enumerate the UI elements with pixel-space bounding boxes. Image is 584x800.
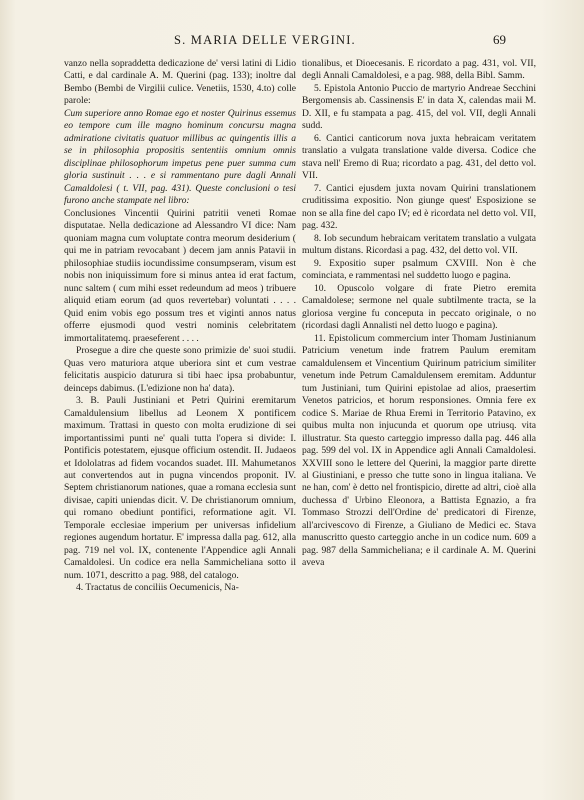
paragraph: Prosegue a dire che queste sono primizie de' suoi studii. Quas vero maturiora atque uberiora sint et cum vestrae felicitatis auspicio daturura si tibi haec ipsa probabuntur, deinceps dabimus. (L'edizione non ha' data). [64, 345, 296, 394]
bibliography-entry-7: 7. Cantici ejusdem juxta novam Quirini translationem cruditissima expositio. Non giunge quest' Esposizione se non se alla fine del capo IV; ed è ricordata nel detto vol. VII, pag. 432. [302, 182, 536, 232]
bibliography-entry-9: 9. Expositio super psalmum CXVIII. Non è che cominciata, e rammentasi nel suddetto luogo e pagina. [302, 257, 536, 282]
bibliography-entry-11: 11. Epistolicum commercium inter Thomam Justinianum Patricium venetum inde fratrem Paulum eremitam camaldulensem et Vincentium Quirinum patricium similiter venetum inde Petrum Camaldulensem eremitam. Adduntur tum Justiniani, tum Quirini epistolae ad alios, praesertim Venetos patricios, et horum responsiones. Omnia fere ex codice S. Mariae de Rhua Eremi in Territorio Patavino, ex quibus multa non injucunda et quorum ope utriusq. vita illustratur. Sta questo carteggio impresso dalla pag. 446 alla pag. 599 del vol. IX in Appendice agli Annali Camaldolesi. XXVIII sono le lettere del Querini, la maggior parte dirette al Giustiniani, e presso che tutte sono in lingua italiana. Ve ne han, com' è detto nel frontispicio, dirette ad altri, cioè alla duchessa d' Urbino Eleonora, a Battista Egnazio, a fra Tommaso Strozzi dell'Ordine de' predicatori di Firenze, all'arcivescovo di Firenze, a Giuliano de Medici ec. Stava manuscritto questo carteggio anche in un codice num. 609 a pag. 987 della Sammicheliana; e il cardinale A. M. Querini aveva [302, 332, 536, 569]
page-header [160, 32, 506, 49]
bibliography-entry-3: 3. B. Pauli Justiniani et Petri Quirini eremitarum Camaldulensium libellus ad Leonem X pontificem maximum. Trattasi in questo con molta erudizione di sei importantissimi punti ne' quali tutta l'opera si divide: I. Pontificis potestatem, ejusque officium ostendit. II. Judaeos et Idololatras ad fidem vocandos suadet. III. Mahumetanos aut convertendos aut in pugna vincendos proponit. IV. Septem christianorum nationes, quae a romana ecclesia sunt divisae, capiti uniendas dicit. V. De christianorum omnium, qui romano obediunt pontifici, reformatione agit. VI. Temporale ecclesiae imperium per universas infidelium regiones augendum hortatur. E' impressa dalla pag. 612, alla pag. 719 nel vol. IX, contenente l'Appendice agli Annali Camaldolesi. Un codice era nella Sammicheliana sotto il num. 1071, descritto a pag. 988, del catalogo. [64, 395, 296, 581]
paragraph: vanzo nella sopraddetta dedicazione de' versi latini di Lidio Catti, e dal cardinale A. M. Querini (pag. 133); inoltre dal Bembo (Bembi de Virgilii culice. Venetiis, 1530, 4.to) colle parole: [64, 58, 296, 107]
right-text-column [302, 58, 536, 570]
bibliography-entry-4: 4. Tractatus de conciliis Oecumenicis, Na- [76, 582, 239, 594]
paragraph: Conclusiones Vincentii Quirini patritii veneti Romae disputatae. Nella dedicazione ad Alessandro VI dice: Nam quoniam magna cum voluptate contra meorum desiderium ( qui me in patriam revocabant ) decem jam annis Patavii in philosophiae studiis iocundissime consumpseram, visum est nobis non iniquissimum fore si minus antea id erat factum, nunc saltem ( cum mihi esset redeundum ad meos ) tribuere aliquid etiam eorum (ad quos revertebar) voluntati . . . . Quid enim vobis ego possum tres et viginti annos natus offerre ejusmodi quod vestri nominis celebritatem immortalitatemq. praeseferent . . . . [64, 207, 296, 344]
bibliography-entry-6: 6. Cantici canticorum nova juxta hebraicam veritatem translatio a vulgata translatione valde diversa. Codice che stava nell' Eremo di Rua; ricordato a pag. 431, del detto vol. VII. [302, 132, 536, 182]
page-number: 69 [493, 32, 506, 47]
bibliography-entry-8: 8. Iob secundum hebraicam veritatem translatio a vulgata multum distans. Ricordasi a pag. 432, del detto vol. VII. [302, 232, 536, 257]
running-title: S. MARIA DELLE VERGINI. [174, 33, 356, 47]
bibliography-entry-10: 10. Opuscolo volgare di frate Pietro eremita Camaldolese; sermone nel quale subtilmente tracta, se la gloriosa vergine fu conceputa in peccato originale, o no (ricordasi dagli Annalisti nel detto luogo e pagina). [302, 282, 536, 332]
bibliography-entry-5: 5. Epistola Antonio Puccio de martyrio Andreae Secchini Bergomensis ab. Cassinensis E' in data X, calendas maii M. D. XII, e fu stampata a pag. 415, del vol. VII, degli Annali sudd. [302, 82, 536, 132]
paragraph: Cum superiore anno Romae ego et noster Quirinus essemus eo tempore cum ille magno hominum concursu magna admiratione civitatis quatuor millibus ac quingentis illis a se in philosophia propositis sententiis omnium omnis disciplinae philosophorum impetus pene puer summa cum gloria sustinuit . . . e si rammentano pure dagli Annali Camaldolesi ( t. VII, pag. 431). Queste conclusioni o tesi furono anche stampate nel libro: [64, 107, 296, 207]
paragraph: tionalibus, et Dioecesanis. E ricordato a pag. 431, vol. VII, degli Annali Camaldolesi, e a pag. 988, della Bibl. Samm. [302, 58, 536, 82]
left-text-column [64, 58, 296, 595]
